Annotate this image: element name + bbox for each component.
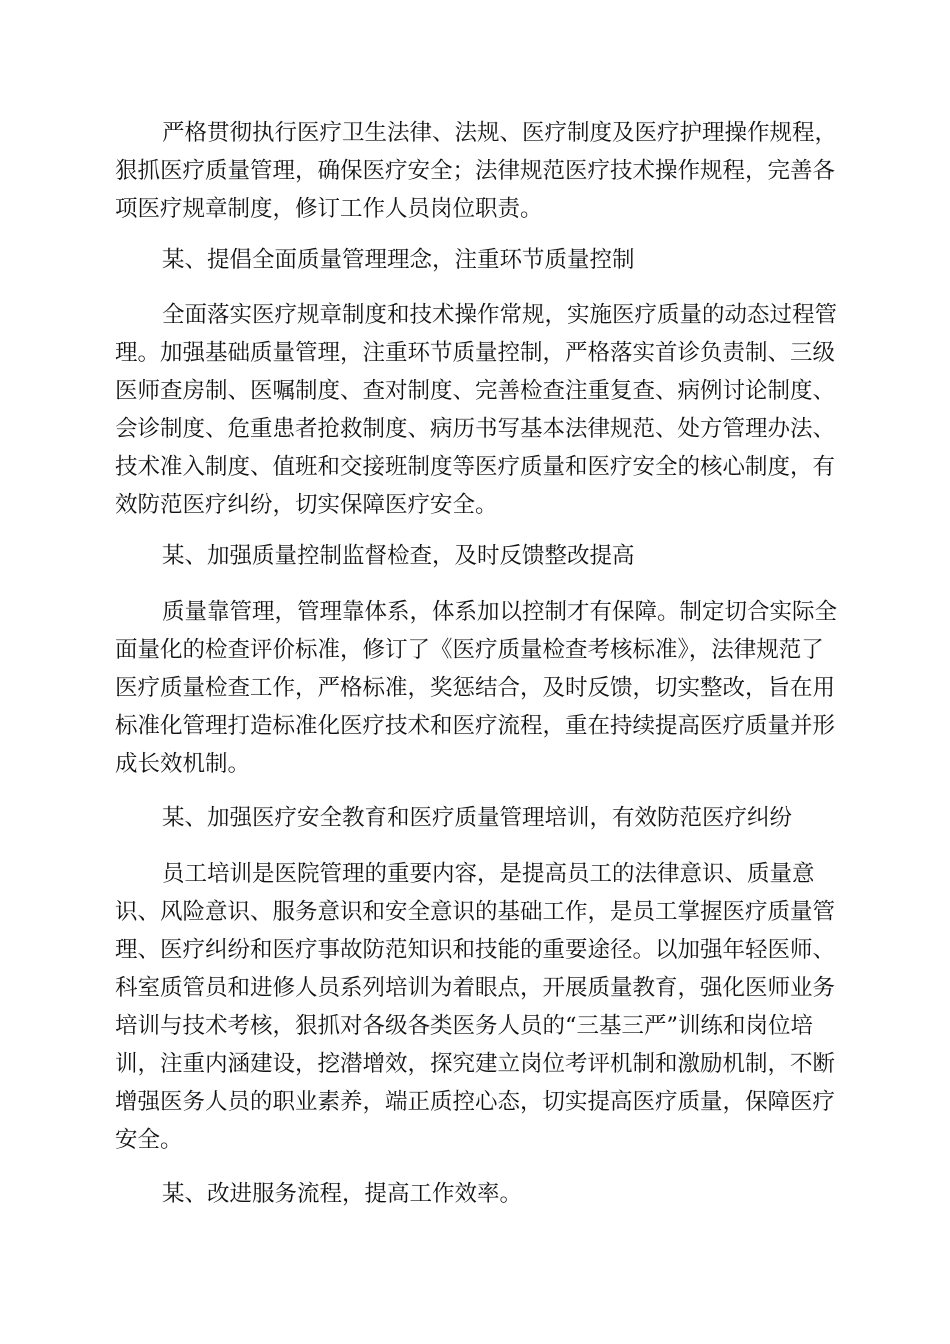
heading-total-quality-management bbox=[115, 241, 835, 279]
section-heading: 某、加强质量控制监督检查，及时反馈整改提高 bbox=[162, 543, 635, 569]
heading-safety-training bbox=[115, 799, 835, 837]
text-line: 理、医疗纠纷和医疗事故防范知识和技能的重要途径。以加强年轻医师、 bbox=[115, 937, 836, 963]
text-line: 标准化管理打造标准化医疗技术和医疗流程，重在持续提高医疗质量并形 bbox=[115, 713, 836, 739]
text-line: 理。加强基础质量管理，注重环节质量控制，严格落实首诊负责制、三级 bbox=[115, 340, 836, 366]
heading-quality-supervision bbox=[115, 537, 835, 575]
paragraph-staff-training bbox=[115, 855, 835, 1159]
paragraph-medical-regulations bbox=[115, 114, 838, 228]
text-line: 识、风险意识、服务意识和安全意识的基础工作，是员工掌握医疗质量管 bbox=[115, 899, 836, 925]
text-line: 面量化的检查评价标准，修订了《医疗质量检查考核标准》，法律规范了 bbox=[115, 637, 824, 663]
text-line: 会诊制度、危重患者抢救制度、病历书写基本法律规范、处方管理办法、 bbox=[115, 416, 836, 442]
text-line: 技术准入制度、值班和交接班制度等医疗质量和医疗安全的核心制度，有 bbox=[115, 454, 836, 480]
text-line: 全面落实医疗规章制度和技术操作常规，实施医疗质量的动态过程管 bbox=[162, 302, 838, 328]
text-line: 狠抓医疗质量管理，确保医疗安全；法律规范医疗技术操作规程，完善各 bbox=[115, 158, 836, 184]
text-line: 安全。 bbox=[115, 1127, 183, 1153]
text-line: 成长效机制。 bbox=[115, 751, 251, 777]
text-line: 质量靠管理，管理靠体系，体系加以控制才有保障。制定切合实际全 bbox=[162, 599, 838, 625]
section-heading: 某、加强医疗安全教育和医疗质量管理培训，有效防范医疗纠纷 bbox=[162, 805, 793, 831]
text-line: 训，注重内涵建设，挖潜增效，探究建立岗位考评机制和激励机制，不断 bbox=[115, 1051, 836, 1077]
text-line: 增强医务人员的职业素养，端正质控心态，切实提高医疗质量，保障医疗 bbox=[115, 1089, 836, 1115]
section-heading: 某、改进服务流程，提高工作效率。 bbox=[162, 1181, 523, 1207]
paragraph-core-systems bbox=[115, 296, 838, 524]
text-line: 严格贯彻执行医疗卫生法律、法规、医疗制度及医疗护理操作规程， bbox=[162, 120, 838, 146]
text-line: 培训与技术考核，狠抓对各级各类医务人员的“三基三严”训练和岗位培 bbox=[115, 1013, 814, 1039]
text-line: 效防范医疗纠纷，切实保障医疗安全。 bbox=[115, 492, 498, 518]
text-line: 医师查房制、医嘱制度、查对制度、完善检查注重复查、病例讨论制度、 bbox=[115, 378, 836, 404]
section-heading: 某、提倡全面质量管理理念，注重环节质量控制 bbox=[162, 247, 635, 273]
text-line: 员工培训是医院管理的重要内容，是提高员工的法律意识、质量意 bbox=[162, 861, 815, 887]
text-line: 项医疗规章制度，修订工作人员岗位职责。 bbox=[115, 196, 543, 222]
heading-service-process bbox=[115, 1175, 835, 1213]
text-line: 医疗质量检查工作，严格标准，奖惩结合，及时反馈，切实整改，旨在用 bbox=[115, 675, 836, 701]
text-line: 科室质管员和进修人员系列培训为着眼点，开展质量教育，强化医师业务 bbox=[115, 975, 836, 1001]
paragraph-inspection-standards bbox=[115, 593, 838, 783]
